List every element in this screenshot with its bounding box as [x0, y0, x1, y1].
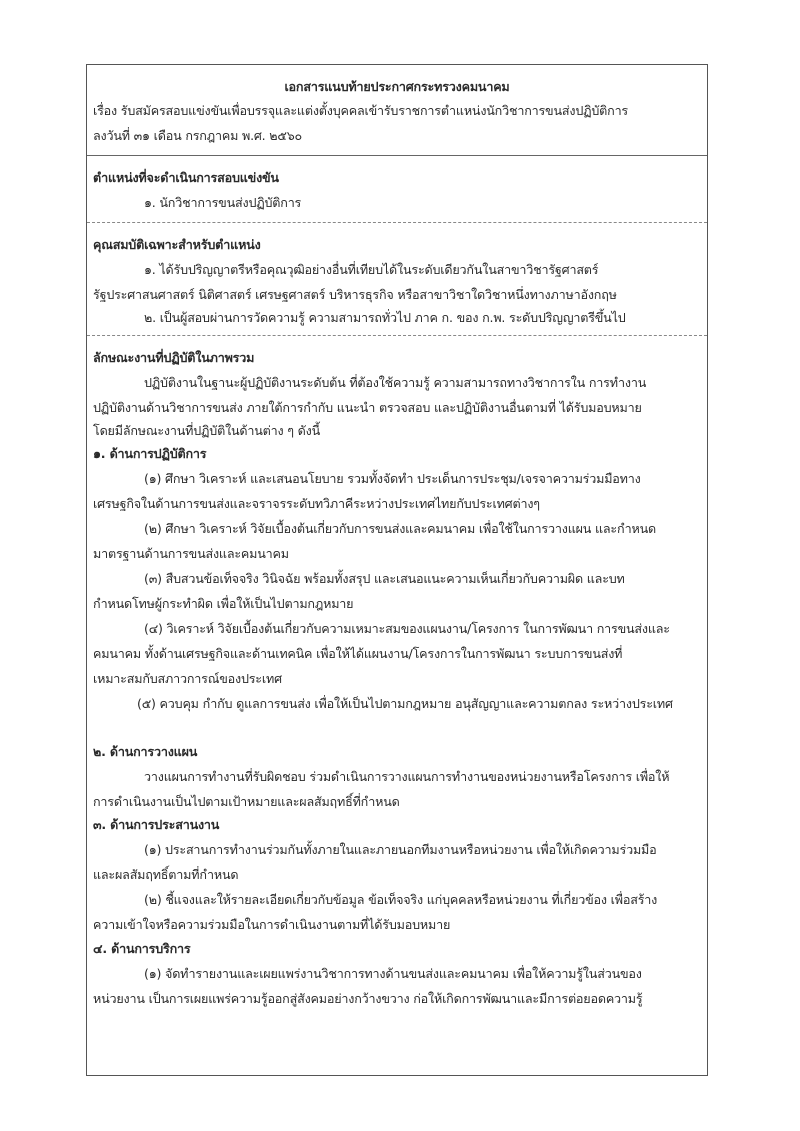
date-line: ลงวันที่ ๓๑ เดือน กรกฎาคม พ.ศ. ๒๕๖๐	[93, 128, 303, 143]
position-heading: ตำแหน่งที่จะดำเนินการสอบแข่งขัน	[93, 170, 279, 185]
qualification-line: รัฐประศาสนศาสตร์ นิติศาสตร์ เศรษฐศาสตร์ บริหารธุรกิจ หรือสาขาวิชาใดวิชาหนึ่งทางภาษาอังกฤษ	[93, 287, 617, 302]
section-divider	[87, 155, 707, 156]
coordination-line: (๑) ประสานการทำงานร่วมกันทั้งภายในและภายนอกทีมงานหรือหน่วยงาน เพื่อให้เกิดความร่วมมือ	[144, 842, 657, 857]
planning-line: การดำเนินงานเป็นไปตามเป้าหมายและผลสัมฤทธิ์ที่กำหนด	[93, 794, 400, 809]
operations-line: กำหนดโทษผู้กระทำผิด เพื่อให้เป็นไปตามกฎหมาย	[93, 596, 354, 611]
services-line: หน่วยงาน เป็นการเผยแพร่ความรู้ออกสู่สังคมอย่างกว้างขวาง ก่อให้เกิดการพัฒนาและมีการต่อยอดความรู้	[93, 991, 643, 1006]
planning-heading: ๒. ด้านการวางแผน	[93, 744, 198, 759]
coordination-heading: ๓. ด้านการประสานงาน	[93, 817, 220, 832]
section-divider	[87, 222, 707, 223]
operations-line: มาตรฐานด้านการขนส่งและคมนาคม	[93, 546, 289, 561]
qualification-line: ๒. เป็นผู้สอบผ่านการวัดความรู้ ความสามารถทั่วไป ภาค ก. ของ ก.พ. ระดับปริญญาตรีขึ้นไป	[144, 310, 626, 325]
subject-line: เรื่อง รับสมัครสอบแข่งขันเพื่อบรรจุและแต่งตั้งบุคคลเข้ารับราชการตำแหน่งนักวิชาการขนส่งปฏิบัติการ	[93, 103, 628, 118]
duties-intro-line: โดยมีลักษณะงานที่ปฏิบัติในด้านต่าง ๆ ดังนี้	[93, 423, 320, 438]
document-title: เอกสารแนบท้ายประกาศกระทรวงคมนาคม	[284, 79, 510, 94]
operations-line: เศรษฐกิจในด้านการขนส่งและจราจรระดับทวิภาคีระหว่างประเทศไทยกับประเทศต่างๆ	[93, 496, 540, 511]
operations-line: คมนาคม ทั้งด้านเศรษฐกิจและด้านเทคนิค เพื่อให้ได้แผนงาน/โครงการในการพัฒนา ระบบการขนส่งที่	[93, 646, 623, 661]
services-line: (๑) จัดทำรายงานและเผยแพร่งานวิชาการทางด้านขนส่งและคมนาคม เพื่อให้ความรู้ในส่วนของ	[144, 966, 642, 981]
qualifications-heading: คุณสมบัติเฉพาะสำหรับตำแหน่ง	[93, 237, 261, 252]
operations-line: (๔) วิเคราะห์ วิจัยเบื้องต้นเกี่ยวกับความเหมาะสมของแผนงาน/โครงการ ในการพัฒนา การขนส่งและ	[144, 621, 670, 636]
operations-line: (๑) ศึกษา วิเคราะห์ และเสนอนโยบาย รวมทั้งจัดทำ ประเด็นการประชุม/เจรจาความร่วมมือทาง	[144, 471, 641, 486]
section-divider	[87, 335, 707, 336]
duties-intro-line: ปฏิบัติงานในฐานะผู้ปฏิบัติงานระดับต้น ที่ต้องใช้ความรู้ ความสามารถทางวิชาการใน การทำงาน	[144, 375, 647, 390]
position-item: ๑. นักวิชาการขนส่งปฏิบัติการ	[144, 195, 302, 210]
operations-line: (๒) ศึกษา วิเคราะห์ วิจัยเบื้องต้นเกี่ยวกับการขนส่งและคมนาคม เพื่อใช้ในการวางแผน และกำหนด	[144, 521, 656, 536]
operations-line: (๕) ควบคุม กำกับ ดูแลการขนส่ง เพื่อให้เป็นไปตามกฎหมาย อนุสัญญาและความตกลง ระหว่างประเทศ	[137, 696, 673, 711]
services-heading: ๔. ด้านการบริการ	[93, 941, 191, 956]
duties-heading: ลักษณะงานที่ปฏิบัติในภาพรวม	[93, 350, 255, 365]
qualification-line: ๑. ได้รับปริญญาตรีหรือคุณวุฒิอย่างอื่นที่เทียบได้ในระดับเดียวกันในสาขาวิชารัฐศาสตร์	[144, 262, 599, 277]
operations-heading: ๑. ด้านการปฏิบัติการ	[93, 446, 207, 461]
operations-line: เหมาะสมกับสภาวการณ์ของประเทศ	[93, 671, 282, 686]
operations-line: (๓) สืบสวนข้อเท็จจริง วินิจฉัย พร้อมทั้งสรุป และเสนอแนะความเห็นเกี่ยวกับความผิด และบท	[144, 571, 625, 586]
duties-intro-line: ปฏิบัติงานด้านวิชาการขนส่ง ภายใต้การกำกับ แนะนำ ตรวจสอบ และปฏิบัติงานอื่นตามที่ ได้รับมอบหมาย	[93, 400, 642, 415]
coordination-line: (๒) ชี้แจงและให้รายละเอียดเกี่ยวกับข้อมูล ข้อเท็จจริง แก่บุคคลหรือหน่วยงาน ที่เกี่ยวข้อง เพื่อสร้าง	[144, 892, 658, 907]
document-frame	[86, 64, 708, 1076]
planning-line: วางแผนการทำงานที่รับผิดชอบ ร่วมดำเนินการวางแผนการทำงานของหน่วยงานหรือโครงการ เพื่อให้	[144, 769, 670, 784]
coordination-line: ความเข้าใจหรือความร่วมมือในการดำเนินงานตามที่ได้รับมอบหมาย	[93, 917, 451, 932]
coordination-line: และผลสัมฤทธิ์ตามที่กำหนด	[93, 867, 239, 882]
